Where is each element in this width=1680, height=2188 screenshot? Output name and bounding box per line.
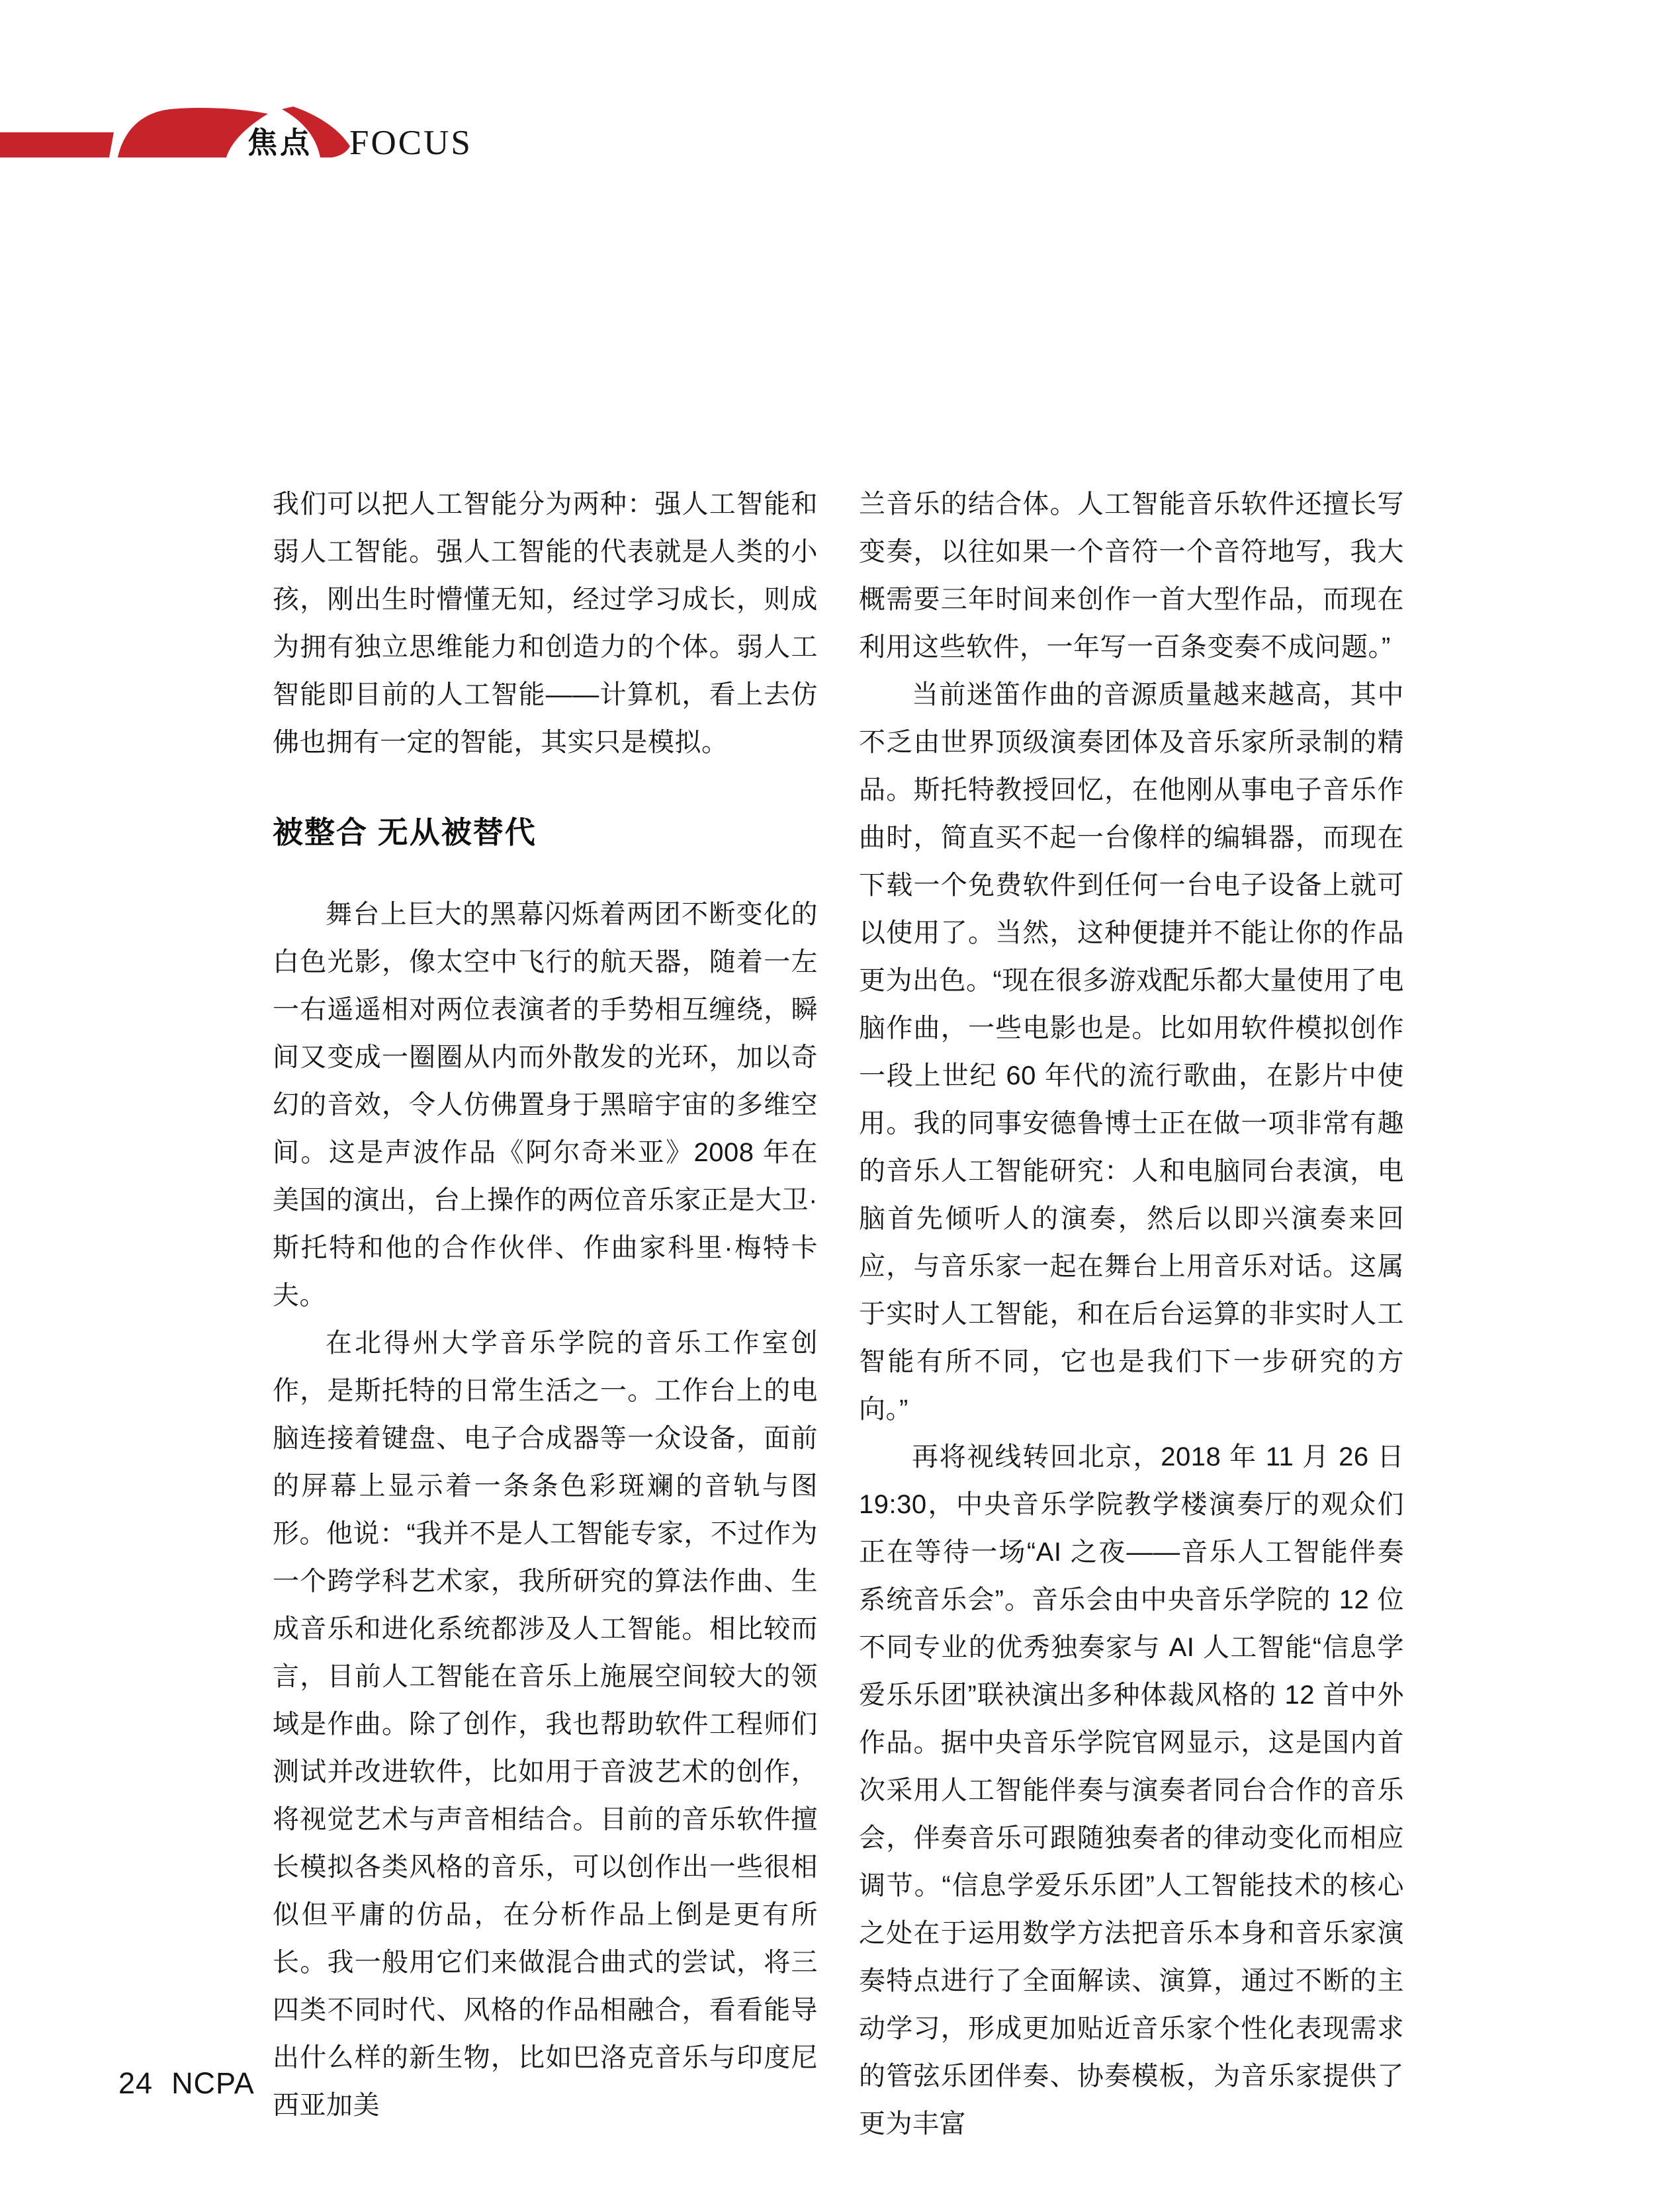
red-dome-shape	[118, 108, 268, 157]
paragraph: 在北得州大学音乐学院的音乐工作室创作，是斯托特的日常生活之一。工作台上的电脑连接着键盘、电子合成器等一众设备，面前的屏幕上显示着一条条色彩斑斓的音轨与图形。他说：“我并不是人工智能专家，不过作为一个跨学科艺术家，我所研究的算法作曲、生成音乐和进化系统都涉及人工智能。相比较而言，目前人工智能在音乐上施展空间较大的领域是作曲。除了创作，我也帮助软件工程师们测试并改进软件，比如用于音波艺术的创作，将视觉艺术与声音相结合。目前的音乐软件擅长模拟各类风格的音乐，可以创作出一些很相似但平庸的仿品，在分析作品上倒是更有所长。我一般用它们来做混合曲式的尝试，将三四类不同时代、风格的作品相融合，看看能导出什么样的新生物，比如巴洛克音乐与印度尼西亚加美	[273, 1329, 818, 2120]
red-bar-shape	[0, 132, 114, 157]
paragraph-intro-continuation: 我们可以把人工智能分为两种：强人工智能和弱人工智能。强人工智能的代表就是人类的小孩，刚出生时懵懂无知，经过学习成长，则成为拥有独立思维能力和创造力的个体。弱人工智能即目前的人工智能——计算机，看上去仿佛也拥有一定的智能，其实只是模拟。	[273, 490, 818, 757]
paragraph: 舞台上巨大的黑幕闪烁着两团不断变化的白色光影，像太空中飞行的航天器，随着一左一右遥遥相对两位表演者的手势相互缠绕，瞬间又变成一圈圈从内而外散发的光环，加以奇幻的音效，令人仿佛置身于黑暗宇宙的多维空间。这是声波作品《阿尔奇米亚》2008 年在美国的演出，台上操作的两位音乐家正是大卫·斯托特和他的合作伙伴、作曲家科里·梅特卡夫。	[273, 900, 818, 1310]
paragraph-continuation: 兰音乐的结合体。人工智能音乐软件还擅长写变奏，以往如果一个音符一个音符地写，我大概需要三年时间来创作一首大型作品，而现在利用这些软件，一年写一百条变奏不成问题。”	[859, 490, 1404, 662]
left-column	[273, 480, 818, 2129]
page-number: 24	[118, 2066, 154, 2100]
right-column	[859, 480, 1404, 2148]
section-header	[0, 0, 1680, 198]
page-footer	[118, 2068, 255, 2098]
focus-logo-graphic	[0, 103, 371, 165]
section-heading: 被整合 无从被替代	[273, 815, 537, 850]
paragraph: 再将视线转回北京，2018 年 11 月 26 日 19:30，中央音乐学院教学楼演奏厅的观众们正在等待一场“AI 之夜——音乐人工智能伴奏系统音乐会”。音乐会由中央音乐学院的 12 位不同专业的优秀独奏家与 AI 人工智能“信息学爱乐乐团”联袂演出多种体裁风格的 12 首中外作品。据中央音乐学院官网显示，这是国内首次采用人工智能伴奏与演奏者同台合作的音乐会，伴奏音乐可跟随独奏者的律动变化而相应调节。“信息学爱乐乐团”人工智能技术的核心之处在于运用数学方法把音乐本身和音乐家演奏特点进行了全面解读、演算，通过不断的主动学习，形成更加贴近音乐家个性化表现需求的管弦乐团伴奏、协奏模板，为音乐家提供了更为丰富	[859, 1442, 1404, 2138]
masthead-chinese: 焦点	[247, 126, 313, 159]
paragraph: 当前迷笛作曲的音源质量越来越高，其中不乏由世界顶级演奏团体及音乐家所录制的精品。斯托特教授回忆，在他刚从事电子音乐作曲时，简直买不起一台像样的编辑器，而现在下载一个免费软件到任何一台电子设备上就可以使用了。当然，这种便捷并不能让你的作品更为出色。“现在很多游戏配乐都大量使用了电脑作曲，一些电影也是。比如用软件模拟创作一段上世纪 60 年代的流行歌曲，在影片中使用。我的同事安德鲁博士正在做一项非常有趣的音乐人工智能研究：人和电脑同台表演，电脑首先倾听人的演奏，然后以即兴演奏来回应，与音乐家一起在舞台上用音乐对话。这属于实时人工智能，和在后台运算的非实时人工智能有所不同，它也是我们下一步研究的方向。”	[859, 680, 1404, 1424]
masthead-english: FOCUS	[349, 124, 472, 162]
publication-name: NCPA	[171, 2066, 255, 2100]
